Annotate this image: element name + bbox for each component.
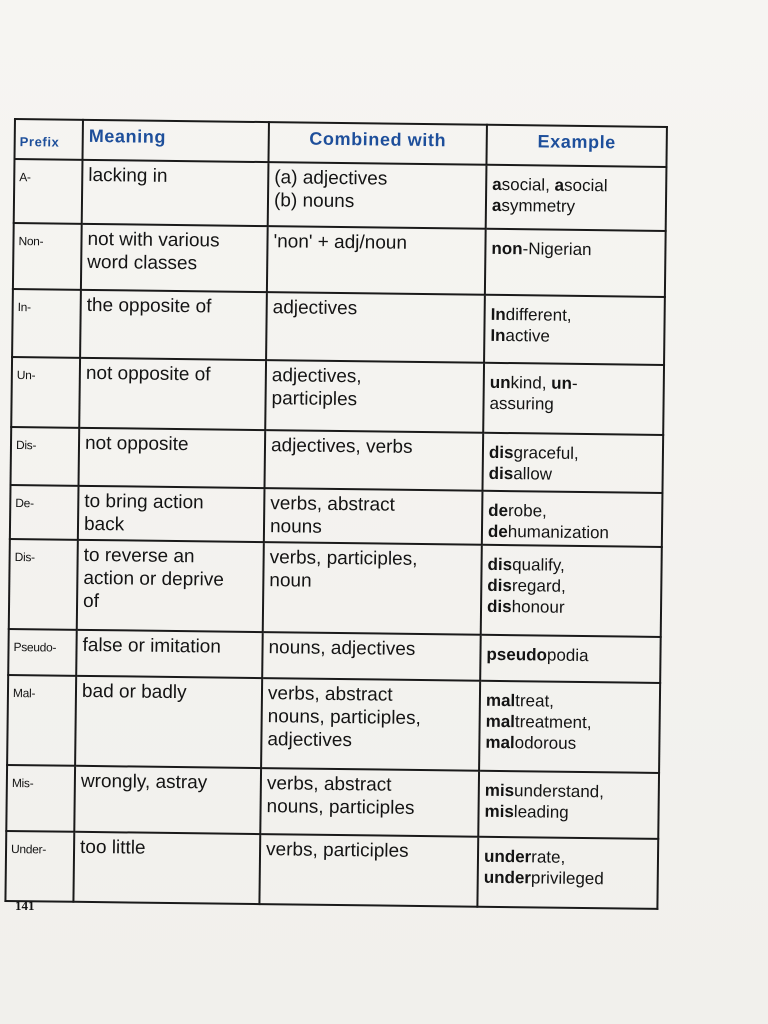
example-prefix-highlight: dis: [487, 575, 513, 596]
combined-line: adjectives: [267, 729, 353, 752]
example-prefix-highlight: non: [491, 238, 523, 259]
example-prefix-highlight: mal: [485, 690, 516, 711]
meaning-line: not with various: [87, 228, 220, 252]
example-text: rate,: [531, 847, 566, 867]
example-prefix-highlight: un: [489, 372, 511, 393]
example-prefix-highlight: dis: [488, 463, 514, 484]
meaning-line: not opposite of: [85, 362, 211, 386]
combined-with-cell: [266, 292, 485, 363]
combined-with-cell: [260, 768, 479, 837]
example-prefix-highlight: mis: [484, 780, 515, 801]
example-prefix-highlight: a: [491, 195, 502, 215]
example-text: social,: [501, 174, 555, 195]
prefix-cell: A-: [14, 159, 83, 224]
example-cell: [486, 165, 667, 231]
combined-with-cell: [264, 430, 483, 491]
example-prefix-highlight: a: [554, 175, 565, 195]
table-row: [5, 831, 658, 909]
example-line: [489, 442, 657, 465]
meaning-cell: [80, 290, 267, 360]
combined-with-cell: [267, 226, 486, 295]
meaning-cell: [77, 540, 264, 632]
example-prefix-highlight: dis: [488, 442, 514, 463]
example-line: [488, 500, 656, 523]
example-text: treatment,: [514, 712, 592, 733]
meaning-cell: [79, 358, 266, 430]
example-text: assuring: [489, 393, 554, 414]
example-text: allow: [513, 464, 553, 484]
example-text: understand,: [514, 781, 605, 802]
example-text: leading: [513, 802, 569, 822]
example-prefix-highlight: under: [483, 846, 532, 867]
example-prefix-highlight: a: [492, 174, 502, 194]
meaning-line: not opposite: [84, 432, 189, 456]
meaning-cell: [73, 832, 260, 904]
table-row: [13, 223, 666, 297]
example-line: [492, 195, 660, 218]
combined-line: verbs, participles,: [269, 547, 418, 570]
example-cell: [482, 433, 663, 493]
example-text: -: [571, 373, 578, 393]
example-line: [486, 690, 654, 713]
prefix-cell: Mis-: [6, 765, 75, 832]
meaning-line: of: [82, 590, 100, 613]
prefix-cell: Dis-: [11, 427, 80, 486]
example-prefix-highlight: de: [487, 521, 508, 542]
combined-line: nouns: [269, 516, 322, 538]
combined-line: verbs, participles: [265, 839, 409, 862]
example-text: qualify,: [512, 555, 565, 575]
example-line: [485, 780, 653, 803]
combined-with-cell: [264, 488, 483, 545]
example-text: odorous: [514, 733, 577, 753]
meaning-cell: [75, 676, 262, 768]
example-text: robe,: [507, 501, 547, 521]
table-row: [11, 427, 664, 493]
combined-line: nouns, adjectives: [268, 637, 416, 660]
combined-line: nouns, participles: [266, 796, 415, 819]
meaning-cell: [74, 766, 261, 834]
prefix-cell: Un-: [11, 357, 80, 428]
header-combined-with: Combined with: [268, 122, 486, 165]
example-prefix-highlight: dis: [486, 596, 512, 617]
combined-line: participles: [271, 388, 358, 411]
example-prefix-highlight: pseudo: [486, 644, 548, 665]
example-line: [488, 521, 656, 544]
example-text: humanization: [507, 522, 610, 543]
prefix-cell: Pseudo-: [8, 629, 77, 676]
page-number: 141: [15, 898, 35, 913]
example-line: [490, 372, 658, 395]
meaning-cell: [79, 428, 266, 488]
example-prefix-highlight: de: [488, 500, 509, 521]
example-line: [490, 325, 658, 348]
combined-line: (a) adjectives: [274, 167, 388, 190]
meaning-cell: [78, 486, 265, 542]
combined-line: verbs, abstract: [266, 773, 392, 796]
meaning-cell: [76, 630, 263, 678]
combined-with-cell: [265, 360, 484, 433]
prefix-cell: Under-: [5, 831, 74, 902]
table-row: [14, 159, 667, 231]
combined-line: 'non' + adj/noun: [273, 231, 408, 254]
combined-with-cell: [262, 632, 481, 681]
meaning-line: the opposite of: [86, 294, 212, 318]
combined-with-cell: [263, 542, 482, 635]
example-prefix-highlight: under: [483, 867, 532, 888]
example-line: [487, 554, 655, 577]
header-example: Example: [486, 125, 666, 167]
prefix-cell: Dis-: [9, 539, 78, 630]
prefix-cell: Mal-: [7, 675, 76, 766]
example-line: [489, 463, 657, 486]
example-cell: [478, 771, 659, 839]
meaning-cell: [81, 224, 268, 292]
example-line: [484, 801, 652, 824]
example-cell: [479, 681, 660, 773]
combined-with-cell: [268, 162, 487, 229]
combined-line: noun: [269, 570, 312, 592]
prefix-cell: In-: [12, 289, 81, 358]
example-line: [487, 596, 655, 619]
example-prefix-highlight: In: [490, 304, 506, 325]
combined-line: verbs, abstract: [267, 683, 393, 706]
table-row: [7, 675, 660, 773]
example-line: [486, 644, 654, 667]
example-prefix-highlight: mal: [485, 732, 515, 753]
example-line: [487, 575, 655, 598]
prefix-table: [4, 118, 668, 910]
example-line: [485, 732, 653, 755]
table-row: [10, 485, 663, 547]
example-text: honour: [511, 597, 565, 617]
example-line: [486, 711, 654, 734]
example-text: kind,: [510, 373, 552, 393]
table-row: [11, 357, 664, 435]
header-prefix: Prefix: [14, 119, 82, 160]
meaning-line: action or deprive: [83, 567, 224, 591]
meaning-line: false or imitation: [82, 634, 222, 658]
example-line: [489, 393, 657, 416]
example-line: [491, 304, 659, 327]
example-cell: [477, 837, 658, 909]
example-text: social: [563, 175, 608, 196]
example-text: active: [505, 326, 551, 346]
combined-line: verbs, abstract: [270, 493, 396, 516]
example-cell: [485, 229, 666, 297]
example-prefix-highlight: In: [490, 325, 506, 346]
example-prefix-highlight: mal: [485, 711, 516, 732]
example-cell: [481, 545, 662, 637]
example-line: [492, 174, 660, 197]
meaning-line: word classes: [87, 251, 198, 275]
combined-with-cell: [261, 678, 480, 771]
example-text: regard,: [511, 576, 566, 596]
meaning-line: to bring action: [84, 490, 204, 514]
example-line: [491, 238, 659, 261]
example-text: different,: [505, 305, 572, 325]
combined-with-cell: [259, 834, 478, 907]
meaning-cell: [82, 160, 269, 226]
example-cell: [482, 491, 663, 547]
combined-line: nouns, participles,: [267, 706, 421, 730]
table-row: [8, 629, 661, 683]
meaning-line: lacking in: [88, 164, 168, 187]
combined-line: (b) nouns: [273, 190, 355, 213]
example-text: podia: [546, 645, 589, 666]
example-text: privileged: [530, 868, 604, 889]
meaning-line: too little: [79, 836, 146, 859]
example-text: symmetry: [501, 195, 576, 216]
table-row: [12, 289, 665, 365]
example-prefix-highlight: un: [551, 373, 573, 393]
table-row: [6, 765, 659, 839]
combined-line: adjectives, verbs: [270, 435, 413, 458]
meaning-line: bad or badly: [81, 680, 187, 704]
example-line: [484, 846, 652, 869]
example-prefix-highlight: dis: [487, 554, 513, 575]
meaning-line: wrongly, astray: [80, 770, 208, 794]
meaning-line: back: [83, 513, 125, 536]
table-row: [9, 539, 662, 637]
combined-line: adjectives,: [271, 365, 362, 388]
example-text: -Nigerian: [522, 239, 592, 260]
example-text: treat,: [515, 691, 555, 711]
prefix-cell: De-: [10, 485, 79, 540]
example-line: [484, 867, 652, 890]
example-cell: [484, 295, 665, 365]
table-body: [5, 159, 666, 909]
example-cell: [483, 363, 664, 435]
example-text: graceful,: [513, 443, 579, 463]
meaning-line: to reverse an: [83, 544, 195, 568]
combined-line: adjectives: [272, 297, 358, 320]
header-meaning: Meaning: [82, 120, 268, 162]
prefix-cell: Non-: [13, 223, 82, 290]
example-cell: [480, 635, 661, 683]
example-prefix-highlight: mis: [484, 801, 514, 822]
